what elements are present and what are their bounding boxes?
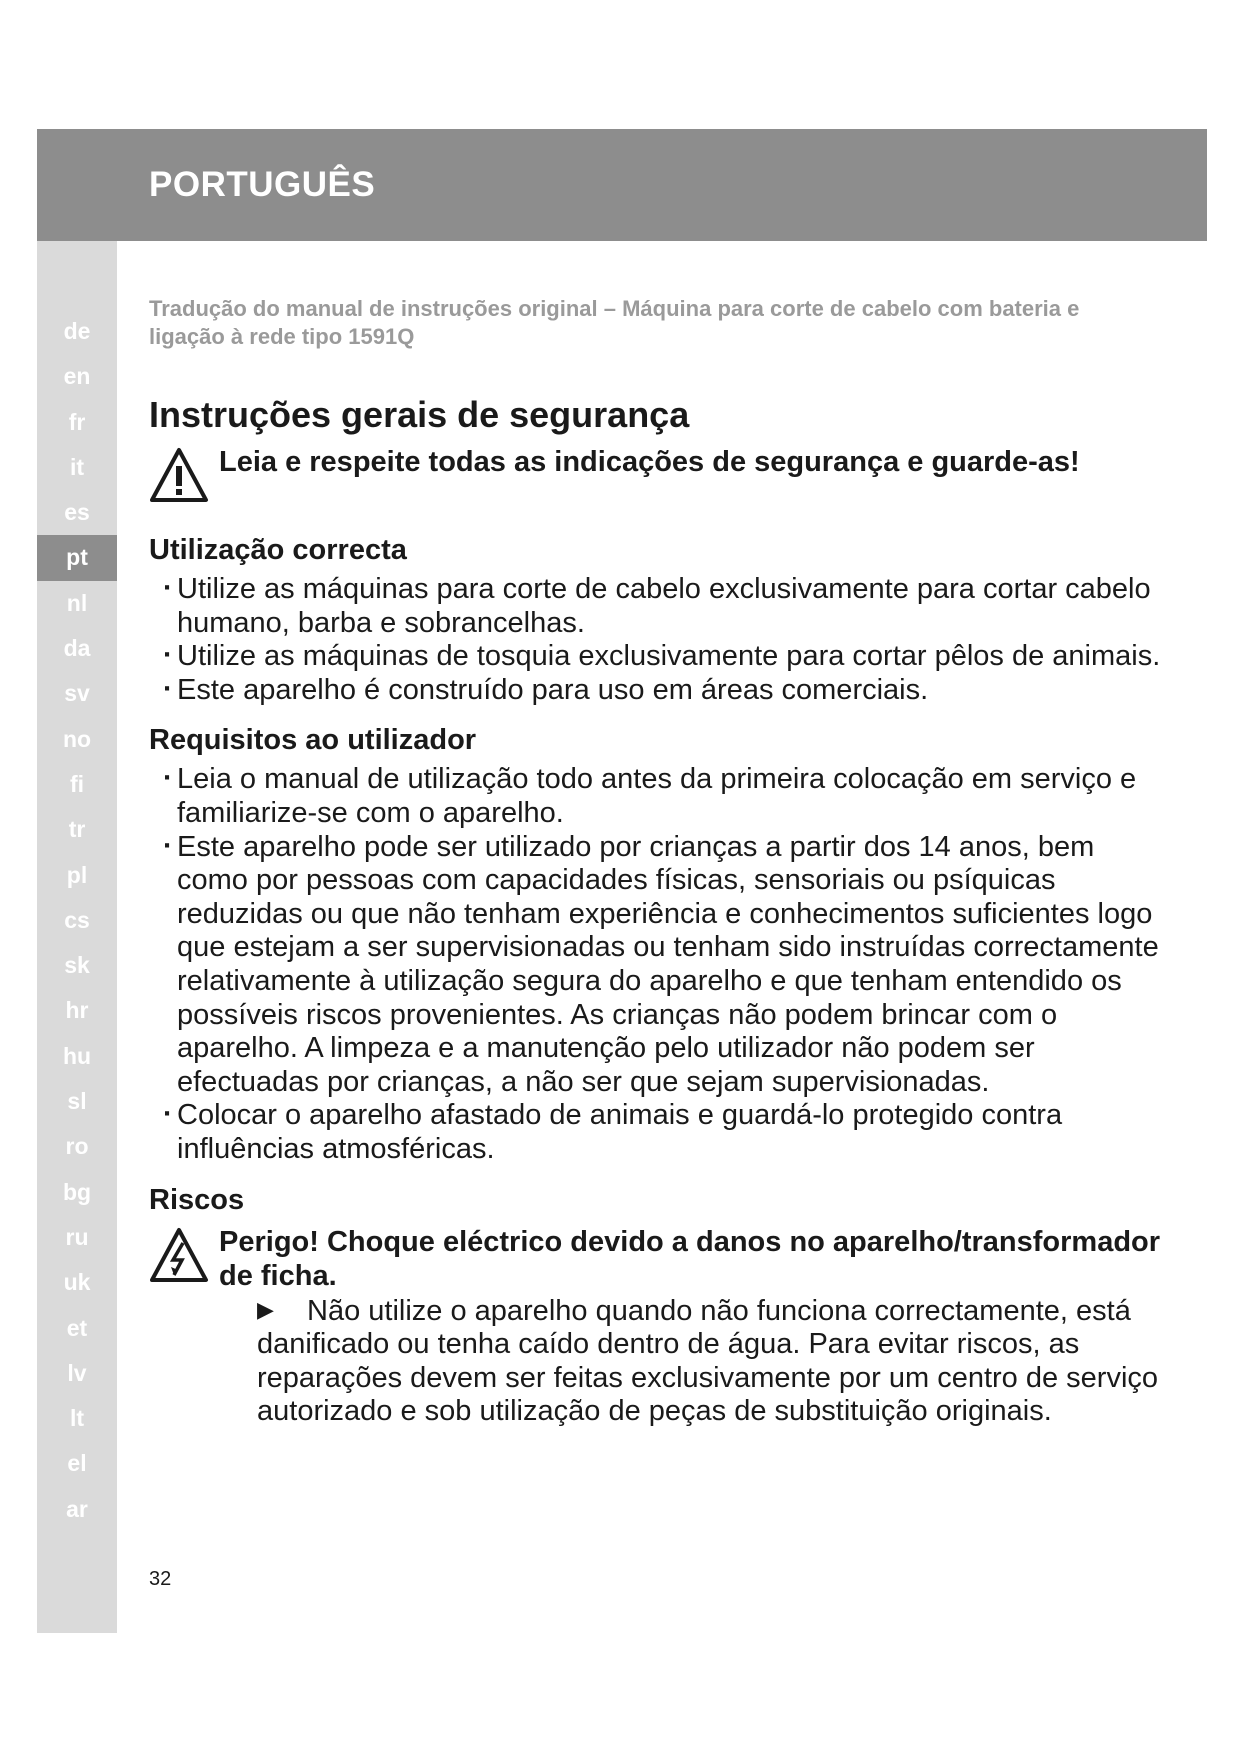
list-item: · Colocar o aparelho afastado de animais e guardá-lo protegido contra influências atmosféricas. [149,1099,1169,1166]
user-requirements-heading: Requisitos ao utilizador [149,724,477,757]
lang-tab-lv[interactable]: lv [67,1359,87,1386]
list-item: · Este aparelho pode ser utilizado por crianças a partir dos 14 anos, bem como por pessoas com capacidades físicas, sensoriais ou psíquicas reduzidas ou que não tenham experiência e conhecimentos suficientes logo que estejam a ser supervisionadas ou tenham sido instruídas correctamente relativamente à utilização segura do aparelho e que tenham entendido os possíveis riscos provenientes. As crianças não podem brincar com o aparelho. A limpeza e a manutenção pelo utilizador não podem ser efectuadas por crianças, a não ser que sejam supervisionadas. [149,831,1169,1100]
language-sidebar [37,241,117,1633]
page-number: 32 [149,1568,172,1590]
general-safety-heading: Instruções gerais de segurança [149,394,690,435]
lang-tab-hr[interactable]: hr [65,997,89,1024]
general-warning-text: Leia e respeite todas as indicações de segurança e guarde-as! [219,446,1080,478]
lang-tab-et[interactable]: et [66,1314,88,1341]
list-item: · Utilize as máquinas de tosquia exclusivamente para cortar pêlos de animais. [149,640,1169,674]
lang-tab-hu[interactable]: hu [62,1042,92,1069]
danger-text: Perigo! Choque eléctrico devido a danos no aparelho/transformador de ficha. [219,1225,1161,1292]
lang-tab-da[interactable]: da [63,635,91,662]
document-subtitle: Tradução do manual de instruções original – Máquina para corte de cabelo com bateria e ligação à rede tipo 1591Q [149,296,1080,349]
lang-tab-es[interactable]: es [64,499,90,526]
danger-warning [149,1225,1169,1293]
lang-tab-en[interactable]: en [63,363,91,390]
lang-tab-cs[interactable]: cs [64,906,90,933]
lang-tab-ar[interactable]: ar [66,1495,88,1522]
lang-tab-pl[interactable]: pl [66,861,88,888]
list-item: · Este aparelho é construído para uso em áreas comerciais. [149,674,1169,708]
lang-tab-el[interactable]: el [67,1450,87,1477]
lang-tab-lt[interactable]: lt [69,1405,85,1432]
lang-tab-sv[interactable]: sv [64,680,90,707]
lang-tab-no[interactable]: no [62,725,92,752]
lang-tab-bg[interactable]: bg [62,1178,92,1205]
language-list [37,309,117,1532]
lang-tab-tr[interactable]: tr [68,816,86,843]
lang-tab-uk[interactable]: uk [63,1269,91,1296]
lang-tab-pt[interactable]: pt [37,535,117,580]
arrow-right-icon: ▶ [257,1296,274,1322]
lang-tab-sk[interactable]: sk [64,952,90,979]
lang-tab-it[interactable]: it [69,453,85,480]
correct-use-heading: Utilização correcta [149,534,407,566]
risk-instruction [257,1293,1177,1429]
list-item: · Utilize as máquinas para corte de cabelo exclusivamente para cortar cabelo humano, barba e sobrancelhas. [149,573,1169,640]
user-requirements-list [149,763,1169,1166]
lang-tab-de[interactable]: de [63,318,91,344]
header-band [37,129,1207,241]
lang-tab-ro[interactable]: ro [65,1133,89,1160]
main-content [149,295,1169,1429]
electric-hazard-icon [149,1227,209,1283]
general-warning [149,445,1169,503]
list-item: · Leia o manual de utilização todo antes da primeira colocação em serviço e familiarize-se com o aparelho. [149,763,1169,830]
lang-tab-fi[interactable]: fi [69,770,85,797]
correct-use-list [149,573,1169,707]
warning-triangle-icon [149,447,209,503]
lang-tab-ru[interactable]: ru [65,1223,89,1250]
lang-tab-fr[interactable]: fr [68,408,86,435]
risks-heading: Riscos [149,1183,245,1216]
lang-tab-sl[interactable]: sl [67,1088,87,1115]
lang-tab-nl[interactable]: nl [66,589,88,616]
risk-instruction-text: Não utilize o aparelho quando não funciona correctamente, está danificado ou tenha caído dentro de água. Para evitar riscos, as reparações devem ser feitas exclusivamente por um centro de serviço autorizado e sob utilização de peças de substituição originais. [257,1294,1159,1428]
page-title: PORTUGUÊS [149,165,376,204]
